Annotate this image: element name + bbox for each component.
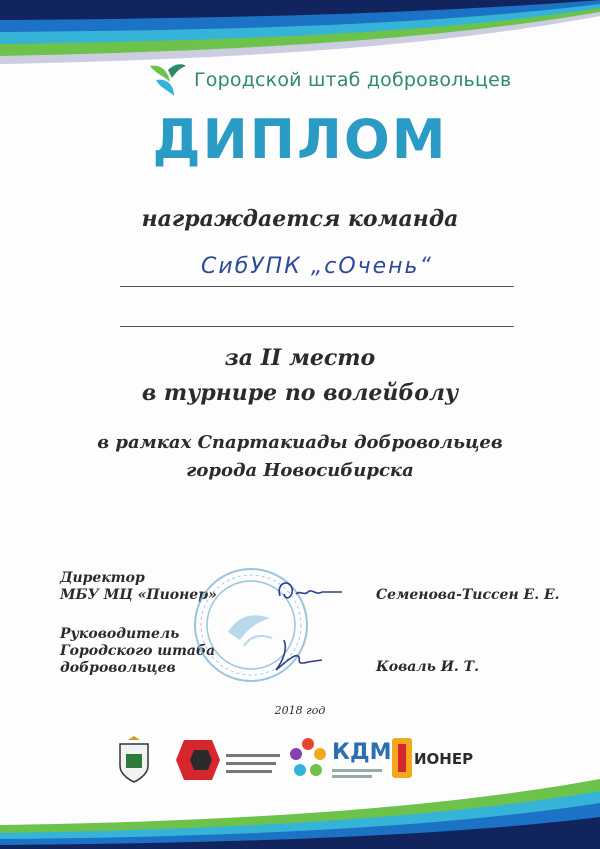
header-logo <box>146 60 511 100</box>
awarded-text: награждается команда <box>141 206 459 232</box>
kdm-logo-text: КДМ <box>332 740 392 765</box>
signature-director-icon <box>266 574 346 608</box>
team-name-handwritten: СибУПК „сОчень“ <box>201 254 433 279</box>
role-line: добровольцев <box>60 660 176 676</box>
role-line: Директор <box>60 570 145 586</box>
place-line-2: в турнире по волейболу <box>141 380 459 406</box>
year-text: 2018 год <box>274 704 326 717</box>
bottom-wave-decoration <box>0 739 600 849</box>
signature-name-director: Семенова-Тиссен Е. Е. <box>376 587 560 603</box>
diploma-title: ДИПЛОМ <box>152 108 448 171</box>
team-underline-2 <box>120 326 514 327</box>
dove-leaf-icon <box>146 60 188 100</box>
signature-name-head: Коваль И. Т. <box>376 659 479 675</box>
place-line-1: за II место <box>224 345 376 371</box>
role-line: МБУ МЦ «Пионер» <box>60 587 217 603</box>
pioneer-logo-text: ИОНЕР <box>414 750 474 768</box>
signature-head-icon <box>264 632 324 676</box>
team-underline-1 <box>120 286 514 287</box>
role-line: Руководитель <box>60 626 180 642</box>
scope-line-1: в рамках Спартакиады добровольцев <box>97 432 503 453</box>
scope-line-2: города Новосибирска <box>186 460 414 481</box>
role-line: Городского штаба <box>60 643 216 659</box>
org-name: Городской штаб добровольцев <box>194 69 512 91</box>
